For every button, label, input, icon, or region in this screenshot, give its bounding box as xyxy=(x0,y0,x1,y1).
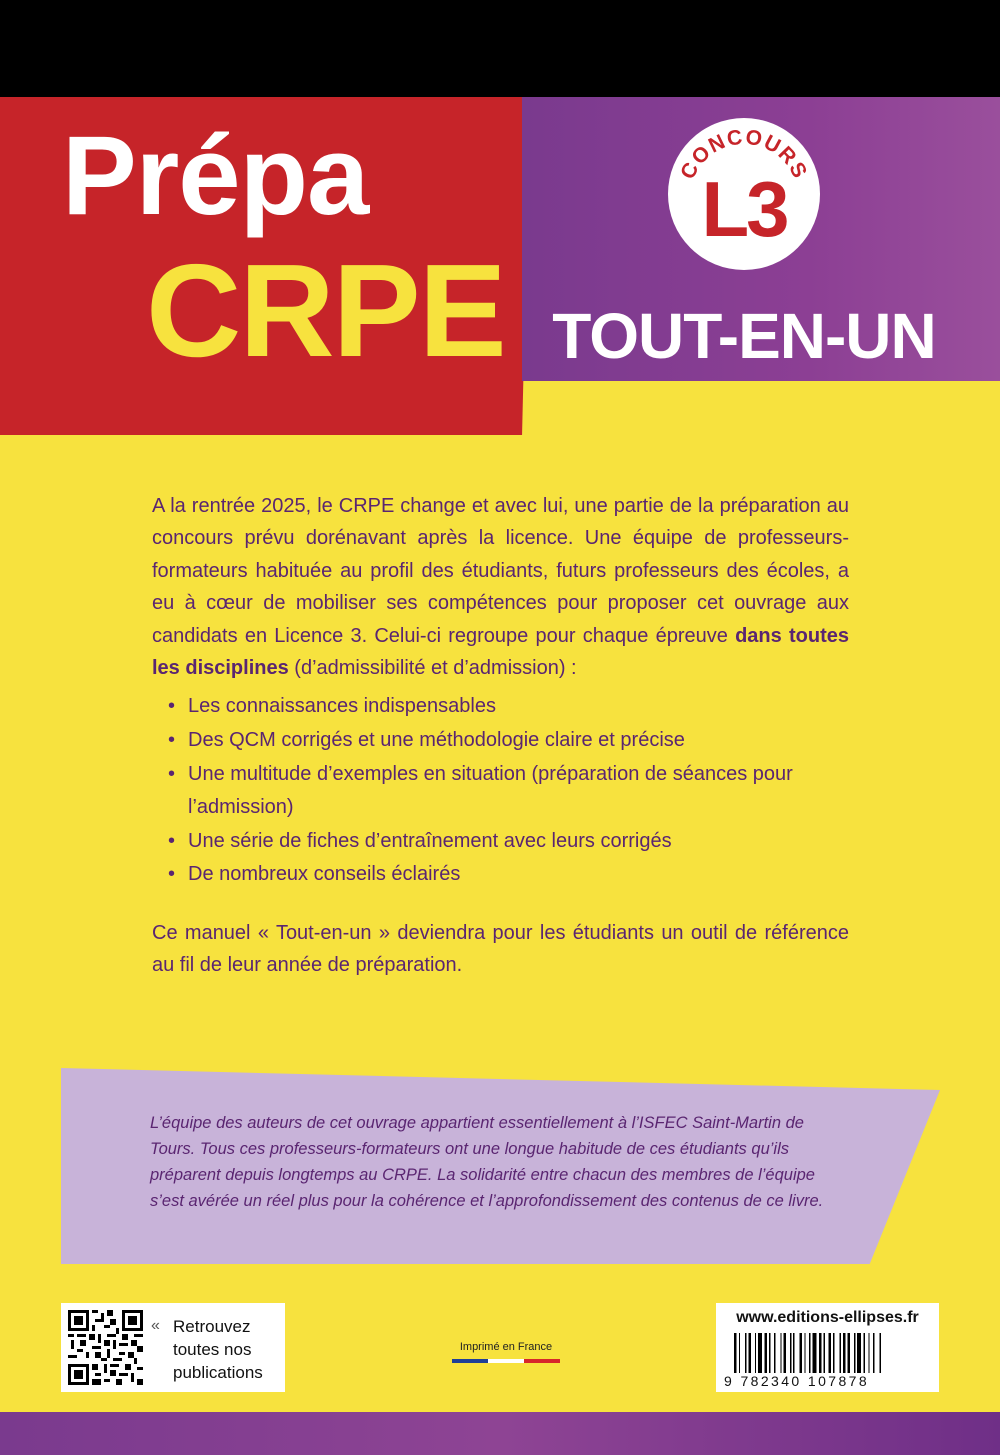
badge-concours-label: CONCOURS xyxy=(676,125,812,183)
isbn-number: 9 782340 107878 xyxy=(724,1373,869,1389)
qr-panel[interactable] xyxy=(61,1303,285,1392)
badge-l3-label: L3 xyxy=(701,165,787,253)
top-black-bar xyxy=(0,0,1000,97)
list-item: • Une multitude d’exemples en situation (préparation de séances pour l’admission) xyxy=(152,758,849,823)
isbn-panel xyxy=(716,1303,939,1392)
intro-paragraph: A la rentrée 2025, le CRPE change et avec lui, une partie de la préparation au concours prévu dorénavant après la licence. Une équipe de professeurs-formateurs habituée au profil des étudiants, futurs professeurs des écoles, a eu à cœur de mobiliser ses compétences pour proposer cet ouvrage aux candidats en Licence 3. Celui-ci regroupe pour chaque épreuve dans toutes les disciplines (d’admissibilité et d’admission) : xyxy=(152,495,849,680)
list-item: • Une série de fiches d’entraînement avec leurs corrigés xyxy=(152,825,849,857)
double-chevron-left-icon: « xyxy=(151,1317,160,1334)
list-item: • De nombreux conseils éclairés xyxy=(152,858,849,890)
description xyxy=(152,490,849,982)
bottom-purple-band xyxy=(0,1412,1000,1455)
publisher-website-link[interactable]: www.editions-ellipses.fr xyxy=(736,1309,919,1326)
closing-paragraph: Ce manuel « Tout-en-un » deviendra pour les étudiants un outil de référence au fil de leur année de préparation. xyxy=(152,921,849,977)
title-prepa: Prépa xyxy=(62,113,369,238)
list-item: • Des QCM corrigés et une méthodologie claire et précise xyxy=(152,724,849,756)
french-flag-icon xyxy=(452,1359,560,1363)
list-item: • Les connaissances indispensables xyxy=(152,690,849,722)
features-list xyxy=(152,690,849,890)
concours-badge xyxy=(668,118,820,270)
title-crpe: CRPE xyxy=(146,237,505,384)
printed-in-france-label: Imprimé en France xyxy=(459,1341,553,1353)
qr-code-icon[interactable] xyxy=(68,1310,143,1385)
subtitle-tout-en-un: TOUT-EN-UN xyxy=(552,300,936,372)
intro-bold-phrase: dans toutes les disciplines xyxy=(152,624,849,680)
barcode-icon xyxy=(734,1333,932,1373)
qr-caption: Retrouvez toutes nos publications xyxy=(173,1317,263,1382)
authors-paragraph: L’équipe des auteurs de cet ouvrage appartient essentiellement à l’ISFEC Saint-Martin de Tours. Tous ces professeurs-formateurs ont une longue habitude de ces étudiants qu’ils préparent depuis longtemps au CRPE. La solidarité entre chacun des membres de l’équipe s’est avérée un réel plus pour la cohérence et l’approfondissement des contenus de ce livre. xyxy=(150,1114,824,1210)
